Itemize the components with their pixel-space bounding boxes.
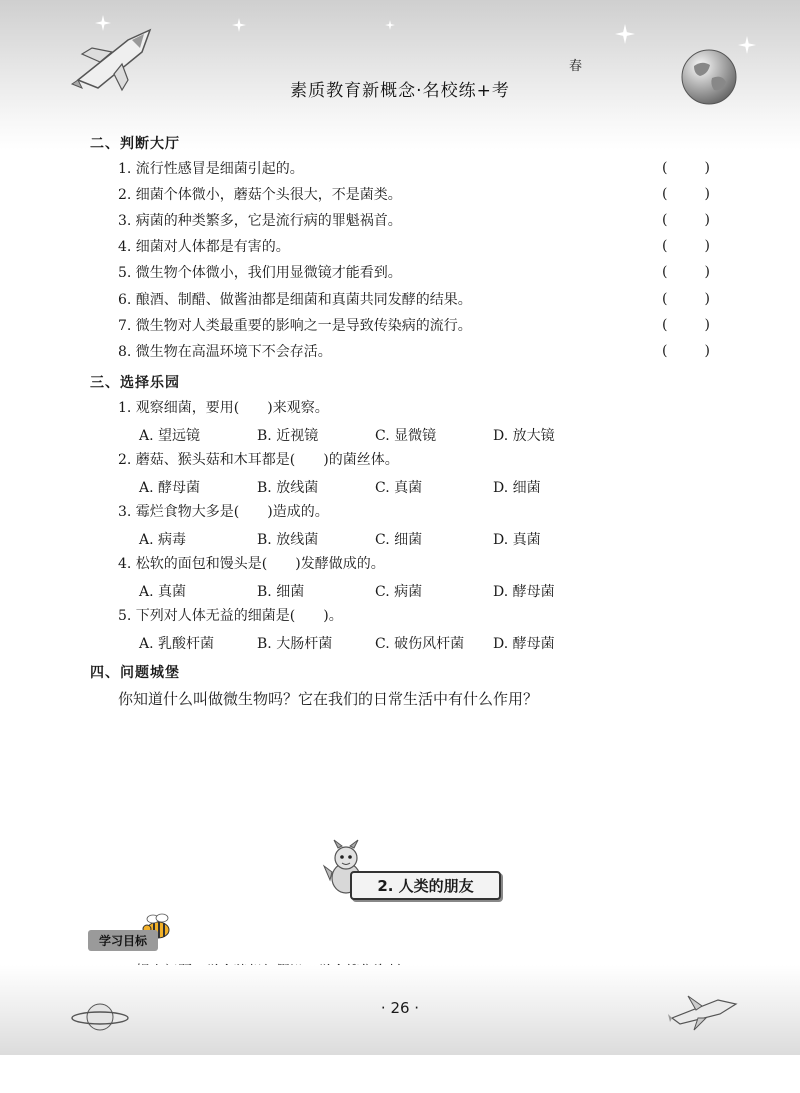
mc-option[interactable]: A. 病毒 xyxy=(139,532,187,548)
mc-option[interactable]: D. 真菌 xyxy=(493,532,541,548)
answer-blank[interactable] xyxy=(662,238,710,254)
sparkle-icon xyxy=(95,15,111,31)
paren-open: ( xyxy=(662,317,668,333)
tf-item: 3. 病菌的种类繁多，它是流行病的罪魁祸首。 xyxy=(118,213,402,229)
mc-question: 4. 松软的面包和馒头是( )发酵做成的。 xyxy=(118,556,385,572)
paren-close: ) xyxy=(704,317,710,333)
mc-option[interactable]: B. 近视镜 xyxy=(257,428,319,444)
mc-question: 3. 霉烂食物大多是( )造成的。 xyxy=(118,504,329,520)
paren-close: ) xyxy=(704,264,710,280)
lesson-title: 2. 人类的朋友 xyxy=(350,871,501,900)
paren-open: ( xyxy=(662,264,668,280)
mc-option[interactable]: A. 真菌 xyxy=(139,584,187,600)
mc-question: 5. 下列对人体无益的细菌是( )。 xyxy=(118,608,343,624)
sparkle-icon xyxy=(738,36,756,54)
paren-open: ( xyxy=(662,238,668,254)
page-number: · 26 · xyxy=(380,999,420,1017)
mc-option[interactable]: A. 望远镜 xyxy=(139,428,201,444)
tf-item: 4. 细菌对人体都是有害的。 xyxy=(118,239,290,255)
mc-option[interactable]: A. 乳酸杆菌 xyxy=(139,636,215,652)
mc-question: 2. 蘑菇、猴头菇和木耳都是( )的菌丝体。 xyxy=(118,452,399,468)
mc-option[interactable]: D. 酵母菌 xyxy=(493,636,555,652)
open-question: 你知道什么叫做微生物吗？它在我们的日常生活中有什么作用？ xyxy=(118,690,539,708)
mc-option[interactable]: B. 放线菌 xyxy=(257,480,319,496)
paren-close: ) xyxy=(704,343,710,359)
season-label: 春 xyxy=(569,59,583,74)
paren-open: ( xyxy=(662,160,668,176)
mc-option[interactable]: D. 酵母菌 xyxy=(493,584,555,600)
mc-question: 1. 观察细菌，要用( )来观察。 xyxy=(118,400,329,416)
answer-blank[interactable] xyxy=(662,264,710,280)
paren-open: ( xyxy=(662,212,668,228)
paren-close: ) xyxy=(704,160,710,176)
mc-option[interactable]: C. 破伤风杆菌 xyxy=(375,636,465,652)
tf-item: 8. 微生物在高温环境下不会存活。 xyxy=(118,344,332,360)
tf-item: 1. 流行性感冒是细菌引起的。 xyxy=(118,161,304,177)
answer-blank[interactable] xyxy=(662,343,710,359)
book-title: 素质教育新概念·名校练+考 xyxy=(290,81,510,101)
tf-item: 6. 酿酒、制醋、做酱油都是细菌和真菌共同发酵的结果。 xyxy=(118,292,472,308)
mc-option[interactable]: A. 酵母菌 xyxy=(139,480,201,496)
paren-open: ( xyxy=(662,291,668,307)
mc-option[interactable]: C. 真菌 xyxy=(375,480,423,496)
answer-blank[interactable] xyxy=(662,317,710,333)
answer-blank[interactable] xyxy=(662,186,710,202)
paren-open: ( xyxy=(662,343,668,359)
mc-option[interactable]: B. 大肠杆菌 xyxy=(257,636,333,652)
section-heading-castle: 四、问题城堡 xyxy=(90,665,180,681)
paren-close: ) xyxy=(704,186,710,202)
mc-option[interactable]: C. 细菌 xyxy=(375,532,423,548)
mc-option[interactable]: C. 病菌 xyxy=(375,584,423,600)
section-heading-judgement: 二、判断大厅 xyxy=(90,136,180,152)
sparkle-icon xyxy=(232,18,246,32)
paren-close: ) xyxy=(704,212,710,228)
tf-item: 5. 微生物个体微小，我们用显微镜才能看到。 xyxy=(118,265,402,281)
mc-option[interactable]: B. 放线菌 xyxy=(257,532,319,548)
paren-close: ) xyxy=(704,238,710,254)
answer-blank[interactable] xyxy=(662,160,710,176)
mc-option[interactable]: D. 细菌 xyxy=(493,480,541,496)
mc-option[interactable]: D. 放大镜 xyxy=(493,428,555,444)
tf-item: 2. 细菌个体微小，蘑菇个头很大，不是菌类。 xyxy=(118,187,402,203)
paren-open: ( xyxy=(662,186,668,202)
sparkle-icon xyxy=(385,20,395,30)
answer-blank[interactable] xyxy=(662,291,710,307)
learning-goals-tag: 学习目标 xyxy=(88,930,158,951)
section-heading-choice: 三、选择乐园 xyxy=(90,375,180,391)
sparkle-icon xyxy=(615,24,635,44)
tf-item: 7. 微生物对人类最重要的影响之一是导致传染病的流行。 xyxy=(118,318,472,334)
paren-close: ) xyxy=(704,291,710,307)
answer-blank[interactable] xyxy=(662,212,710,228)
mc-option[interactable]: B. 细菌 xyxy=(257,584,305,600)
mc-option[interactable]: C. 显微镜 xyxy=(375,428,437,444)
